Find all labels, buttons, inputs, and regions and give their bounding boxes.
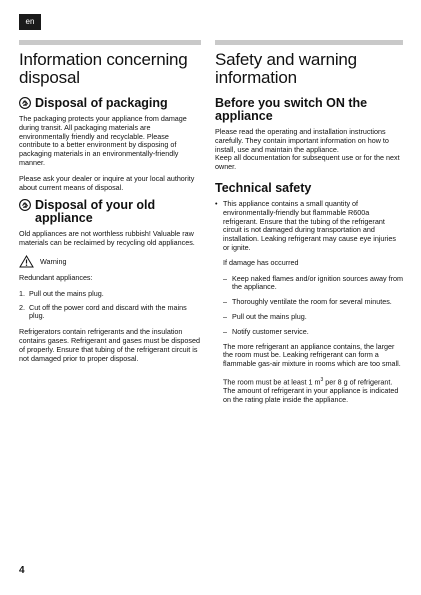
old-appliance-paragraph: Old appliances are not worthless rubbish! Valuable raw materials can be reclaimed by recycling old appliances. [19,229,195,248]
recycle-icon [19,97,31,109]
safety-bullets [215,200,403,253]
damage-steps [223,275,403,337]
language-tab: en [19,14,41,30]
packaging-heading: Disposal of packaging [19,97,201,110]
disposal-steps [19,290,201,321]
bullet-icon: • [215,198,218,208]
room-volume-paragraph: The room must be at least 1 $m^3$ per 8 g of refrigerant. The amount of refrigerant in your appliance is indicated on the rating plate inside the appliance. [223,376,399,404]
right-column [215,40,403,412]
left-column [19,40,201,370]
dealer-paragraph: Please ask your dealer or inquire at your local authority about current means of disposal. [19,173,195,192]
page-number: 4 [19,565,25,576]
section-rule [215,40,403,45]
room-size-paragraph: The more refrigerant an appliance contains, the larger the room must be. Leaking refrigerant can form a flammable gas-air mixture in rooms which are too small. [223,341,401,369]
safety-title: Safety and warning information [215,50,357,87]
warning-label: Warning [40,256,67,266]
technical-safety-heading: Technical safety [215,180,312,195]
list-item: 2. Cut off the power cord and discard with the mains plug. [19,302,187,321]
list-item: – Keep naked flames and/or ignition sources away from the appliance. [223,273,403,292]
list-item: 1. Pull out the mains plug. [19,288,104,298]
list-item: – Thoroughly ventilate the room for several minutes. [223,297,392,307]
old-appliance-heading: Disposal of your old appliance [19,199,201,225]
keep-documentation-paragraph: Keep all documentation for subsequent use or for the next owner. [215,153,400,172]
warning-triangle-icon [19,255,34,268]
recycle-icon [19,199,31,211]
list-item: – Pull out the mains plug. [223,311,307,321]
redundant-label: Redundant appliances: [19,272,93,282]
disposal-title: Information concerning disposal [19,50,188,87]
section-rule [19,40,201,45]
damage-heading: If damage has occurred [223,257,299,267]
read-instructions-paragraph: Please read the operating and installation instructions carefully. They contain important information on how to install, use and maintain the appliance. [215,127,389,154]
list-item: – Notify customer service. [223,326,309,336]
list-item: • This appliance contains a small quantity of environmentally-friendly but flammable R600a refrigerant. Ensure that the tubing of the refrigerant circuit is not damaged during transportation and installation. Leaking refrigerant may cause eye injuries or ignite. [215,198,396,252]
before-switch-on-heading: Before you switch ON the appliance [215,96,368,123]
warning-row [19,255,201,268]
refrigerants-paragraph: Refrigerators contain refrigerants and the insulation contains gases. Refrigerant and gases must be disposed of properly. Ensure that tubing of the refrigerant circuit is not damaged prior to proper disposal. [19,327,200,363]
packaging-paragraph: The packaging protects your appliance from damage during transit. All packaging materials are environmentally friendly and recyclable. Please contribute to a better environment by disposing of packaging materials in an environmentally-friendly manner. [19,114,187,167]
